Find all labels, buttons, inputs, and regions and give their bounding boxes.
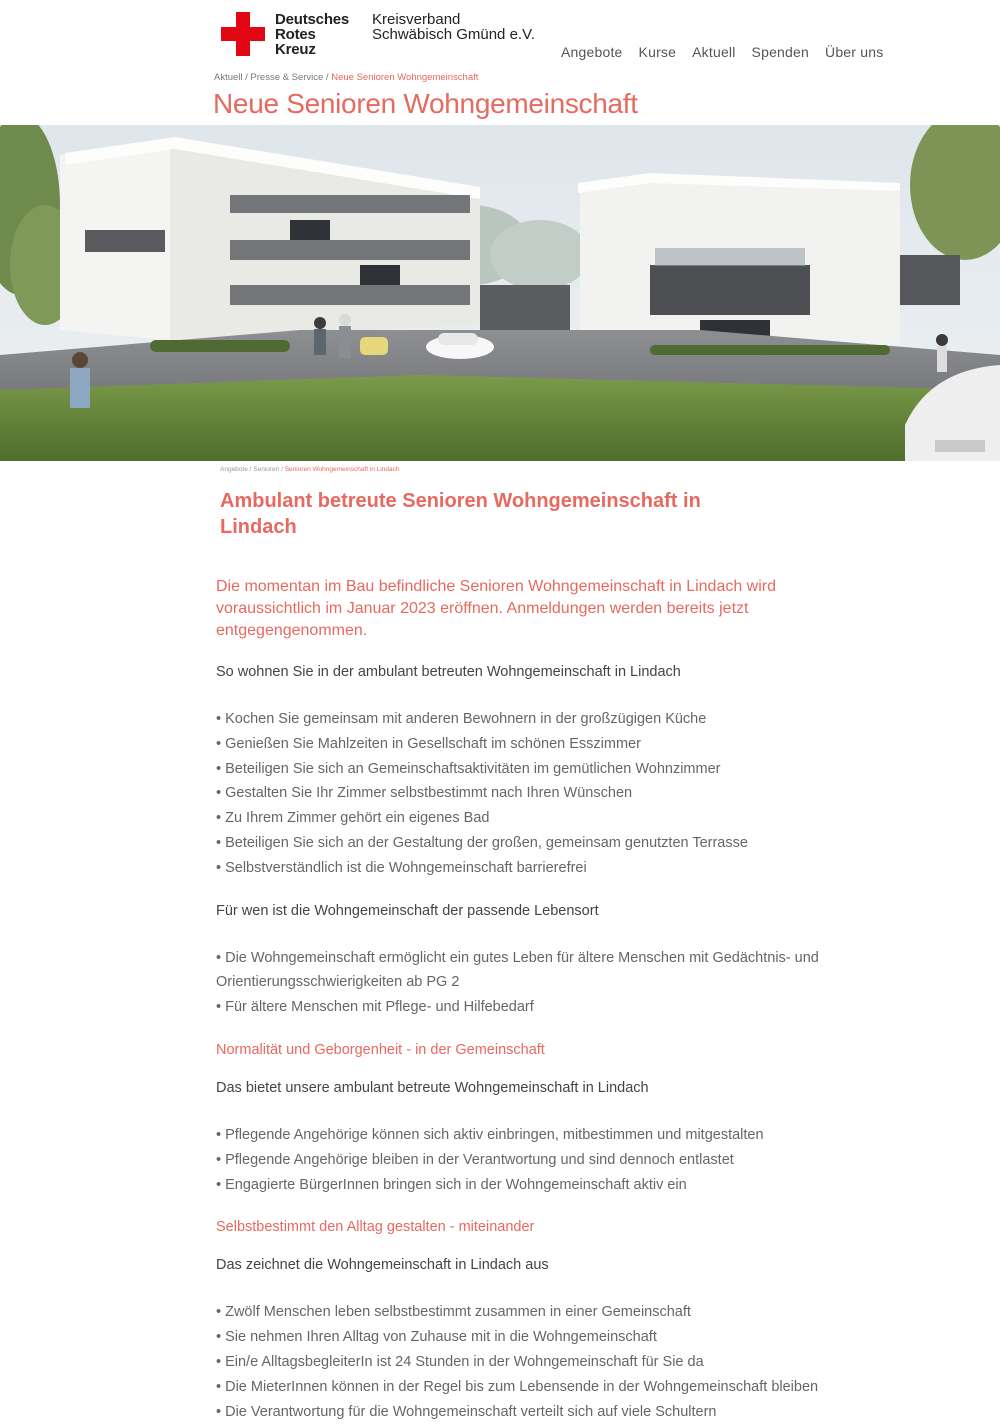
breadcrumb-path[interactable]: Aktuell / Presse & Service / — [214, 72, 332, 83]
nav-kurse[interactable]: Kurse — [638, 44, 677, 60]
list-item: • Zwölf Menschen leben selbstbestimmt zusammen in einer Gemeinschaft — [216, 1304, 691, 1321]
bullet-list — [216, 946, 856, 1020]
section-red-title: Normalität und Geborgenheit - in der Gemeinschaft — [216, 1041, 545, 1058]
list-item: • Für ältere Menschen mit Pflege- und Hilfebedarf — [216, 999, 534, 1016]
nav-spenden[interactable]: Spenden — [751, 44, 810, 60]
page-title: Neue Senioren Wohngemeinschaft — [213, 88, 638, 119]
breadcrumb-secondary — [220, 466, 399, 473]
nav-aktuell[interactable]: Aktuell — [692, 44, 736, 60]
list-item: • Die MieterInnen können in der Regel bis zum Lebensende in der Wohngemeinschaft bleiben — [216, 1378, 819, 1395]
list-item: • Beteiligen Sie sich an Gemeinschaftsaktivitäten im gemütlichen Wohnzimmer — [216, 760, 721, 777]
logo-line: Deutsches — [275, 11, 350, 28]
list-item: • Engagierte BürgerInnen bringen sich in der Wohngemeinschaft aktiv ein — [216, 1176, 687, 1193]
list-item: • Selbstverständlich ist die Wohngemeinschaft barrierefrei — [216, 859, 587, 876]
list-item: • Sie nehmen Ihren Alltag von Zuhause mit in die Wohngemeinschaft — [216, 1329, 657, 1346]
section-title: Das bietet unsere ambulant betreute Wohngemeinschaft in Lindach — [216, 1079, 649, 1096]
list-item: • Pflegende Angehörige können sich aktiv einbringen, mitbestimmen und mitgestalten — [216, 1126, 764, 1143]
bullet-list — [216, 707, 856, 881]
logo-wordmark — [275, 12, 349, 57]
article-intro: Die momentan im Bau befindliche Senioren Wohngemeinschaft in Lindach wird voraussichtlich im Januar 2023 eröffnen. Anmeldungen werden bereits jetzt entgegengenommen. — [216, 578, 777, 639]
list-item: • Gestalten Sie Ihr Zimmer selbstbestimmt nach Ihren Wünschen — [216, 785, 633, 802]
breadcrumb2-current: Senioren Wohngemeinschaft in Lindach — [284, 466, 400, 473]
article — [216, 488, 856, 1424]
drk-logo[interactable] — [221, 12, 551, 60]
section-title: So wohnen Sie in der ambulant betreuten Wohngemeinschaft in Lindach — [216, 664, 681, 680]
nav-angebote[interactable]: Angebote — [561, 44, 623, 60]
section-title: Das zeichnet die Wohngemeinschaft in Lindach aus — [216, 1257, 549, 1274]
bullet-list — [216, 1123, 856, 1197]
list-item: • Kochen Sie gemeinsam mit anderen Bewohnern in der großzügigen Küche — [216, 711, 707, 727]
org-line: Schwäbisch Gmünd e.V. — [372, 26, 535, 43]
nav-ueber-uns[interactable]: Über uns — [825, 44, 884, 60]
list-item: • Zu Ihrem Zimmer gehört ein eigenes Bad — [216, 810, 490, 827]
list-item: • Beteiligen Sie sich an der Gestaltung der großen, gemeinsam genutzten Terrasse — [216, 834, 748, 851]
breadcrumb-current: Neue Senioren Wohngemeinschaft — [331, 72, 479, 83]
breadcrumb — [214, 72, 478, 83]
list-item: • Die Wohngemeinschaft ermöglicht ein gutes Leben für ältere Menschen mit Gedächtnis- und Orientierungsschwierigkeiten ab PG 2 — [216, 949, 819, 991]
org-line: Kreisverband — [372, 11, 461, 28]
article-heading: Ambulant betreute Senioren Wohngemeinschaft in Lindach — [220, 490, 701, 538]
list-item: • Pflegende Angehörige bleiben in der Verantwortung und sind dennoch entlastet — [216, 1151, 734, 1168]
main-nav — [561, 44, 899, 60]
logo-line: Kreuz — [275, 41, 316, 58]
section-red-title: Selbstbestimmt den Alltag gestalten - miteinander — [216, 1219, 535, 1236]
list-item: • Genießen Sie Mahlzeiten in Gesellschaft im schönen Esszimmer — [216, 735, 641, 752]
list-item: • Die Verantwortung für die Wohngemeinschaft verteilt sich auf viele Schultern — [216, 1403, 717, 1420]
hero-image — [0, 125, 1000, 461]
breadcrumb2-path[interactable]: Angebote / Senioren / — [220, 466, 285, 473]
logo-line: Rotes — [275, 26, 316, 43]
bullet-list — [216, 1300, 856, 1424]
red-cross-icon — [221, 12, 265, 56]
section-title: Für wen ist die Wohngemeinschaft der passende Lebensort — [216, 902, 599, 919]
list-item: • Ein/e AlltagsbegleiterIn ist 24 Stunden in der Wohngemeinschaft für Sie da — [216, 1353, 704, 1370]
org-name — [372, 12, 535, 42]
